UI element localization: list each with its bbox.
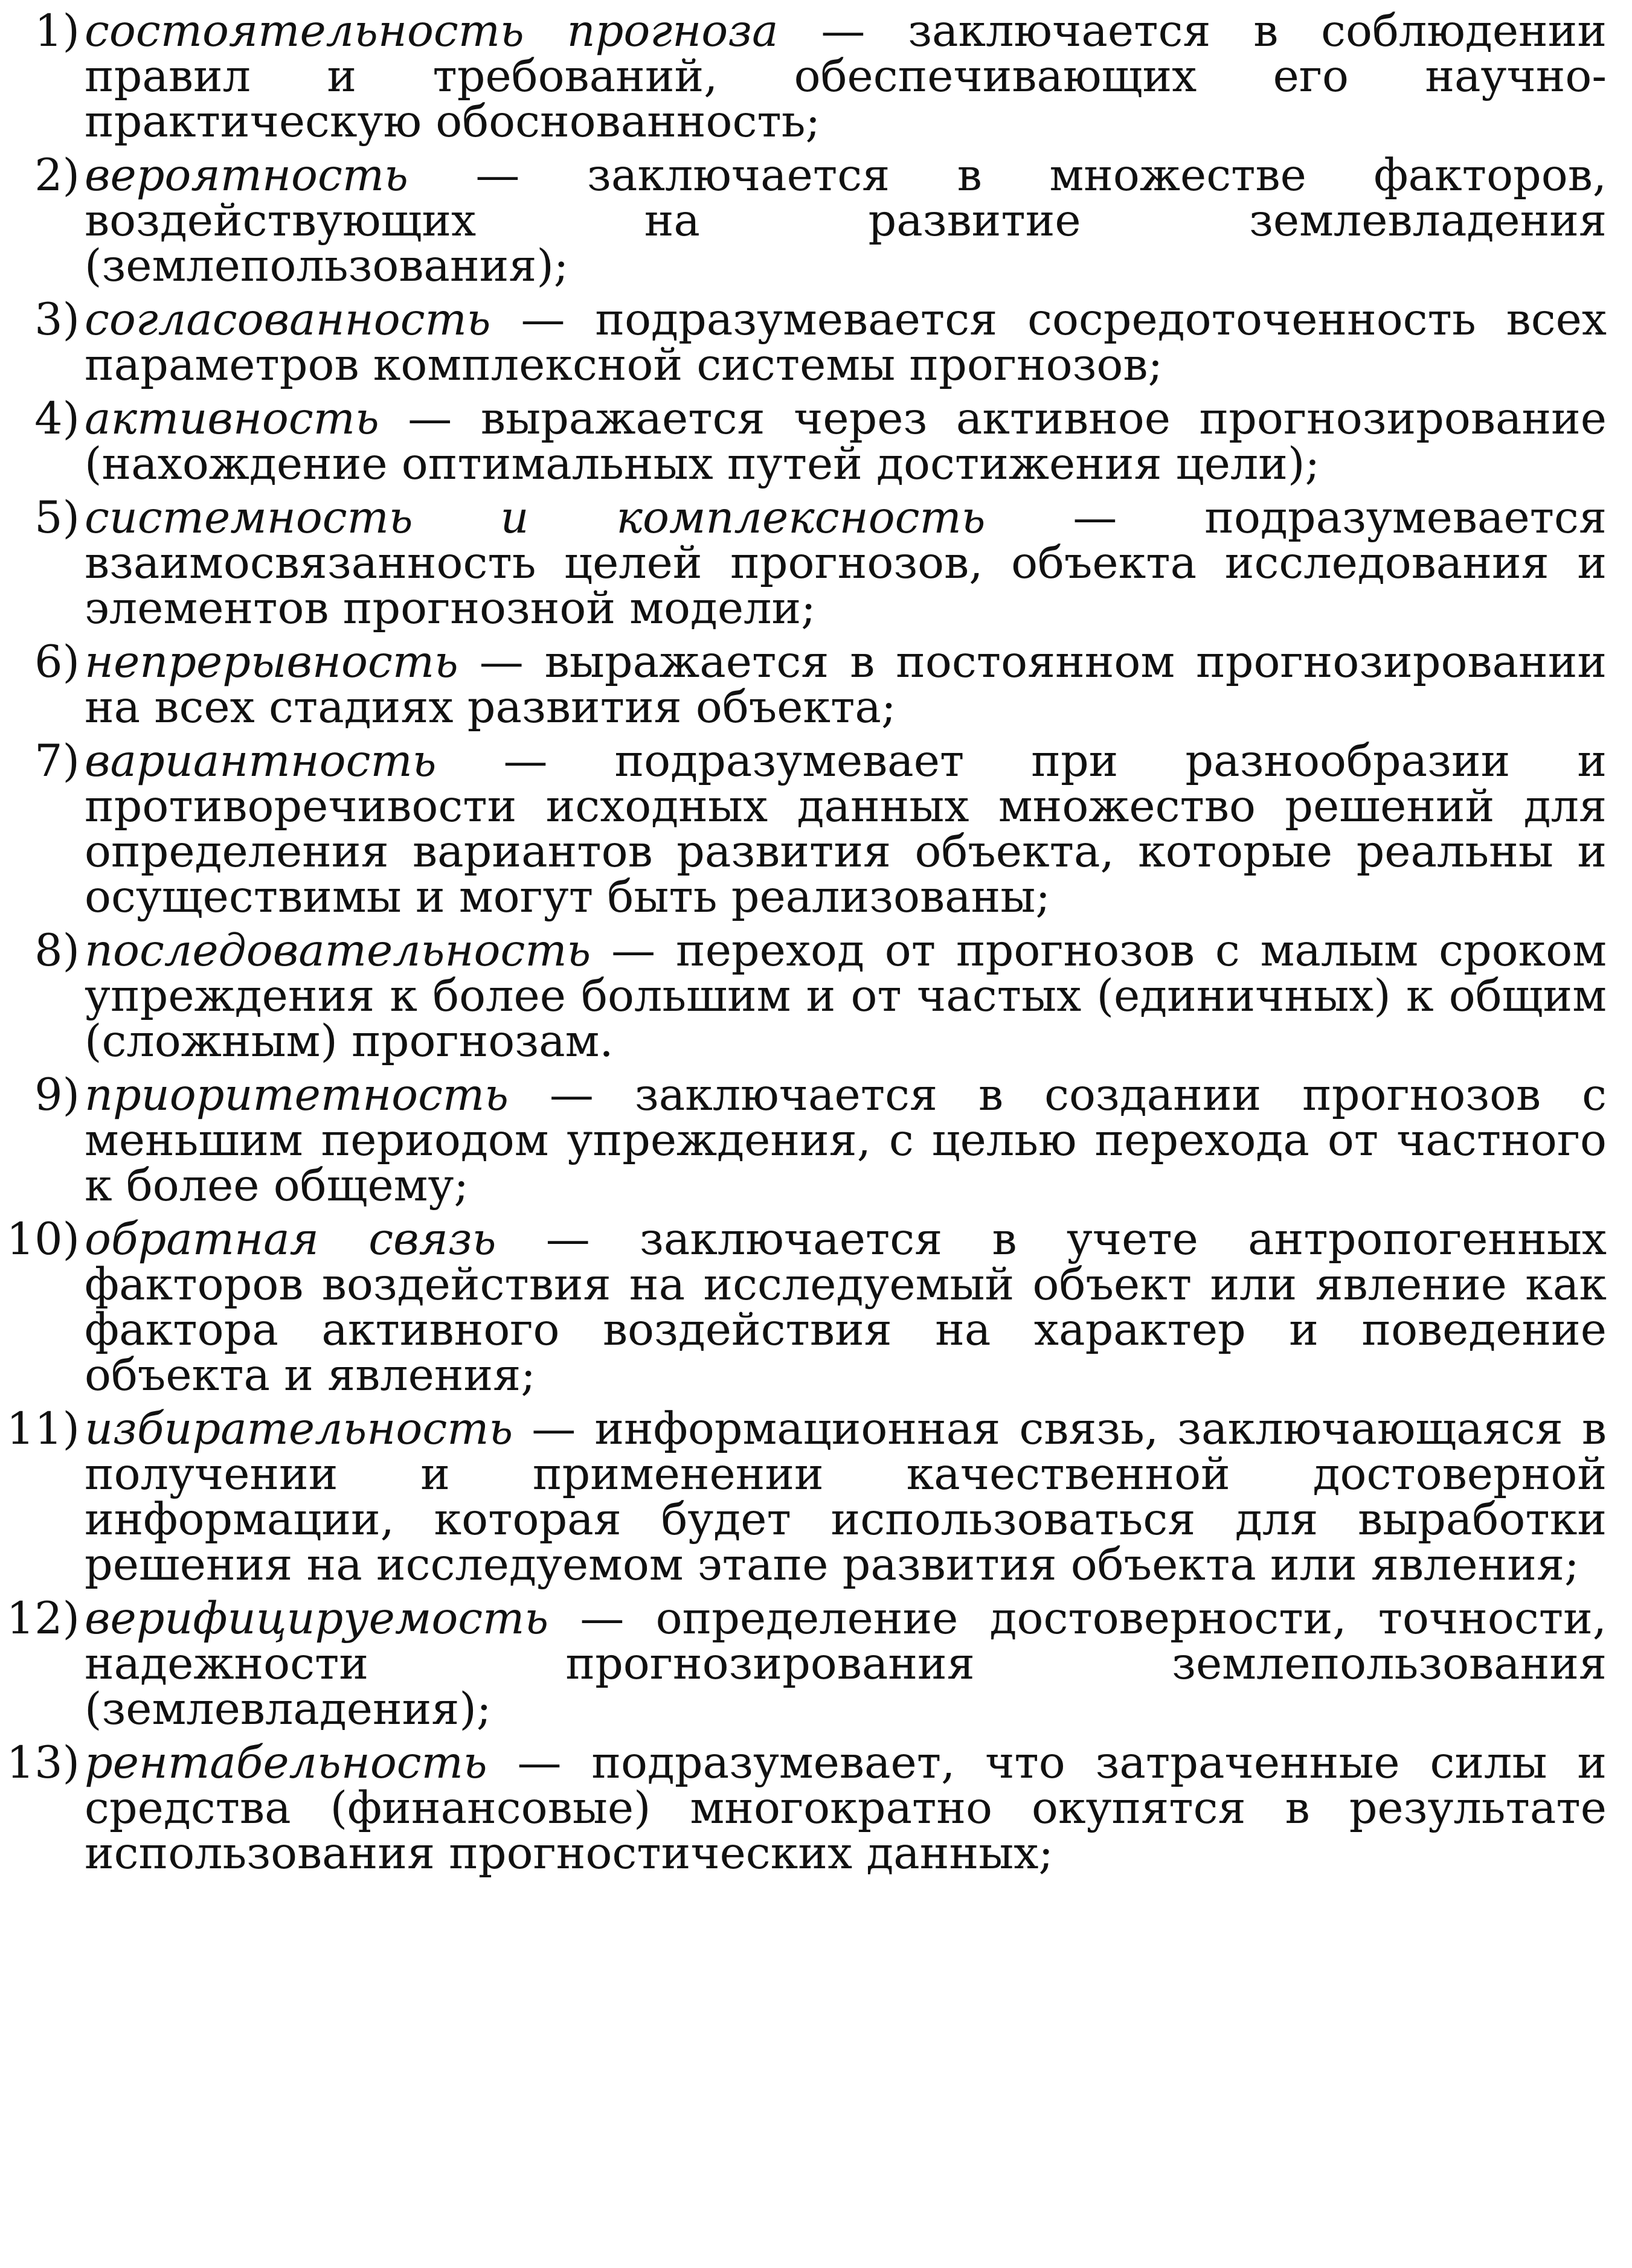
item-number: 6)	[34, 636, 80, 688]
list-item	[0, 925, 1607, 1067]
list-item	[0, 294, 1607, 391]
item-number: 13)	[6, 1737, 80, 1789]
item-number: 10)	[6, 1214, 80, 1265]
item-text: — подразумевается сосредоточенность всех параметров комплексной системы прогнозов;	[85, 294, 1607, 391]
list-item	[0, 1069, 1607, 1211]
item-term: системность и комплексность	[85, 492, 986, 543]
list-item	[0, 1214, 1607, 1401]
list-item	[0, 735, 1607, 923]
list-item	[0, 1403, 1607, 1590]
item-term: верифицируемость	[85, 1593, 549, 1644]
item-body	[85, 393, 1607, 490]
item-number: 3)	[34, 294, 80, 345]
principles-list	[0, 5, 1607, 1879]
item-term: вариантность	[85, 735, 437, 787]
item-text: — подразумевает при разнообразии и противоречивости исходных данных множество решений для определения вариантов развития объекта, которые реальны и осуществимы и могут быть реализованы;	[85, 735, 1607, 923]
item-text: — подразумевается взаимосвязанность целей прогнозов, объекта исследования и элементов прогнозной модели;	[85, 492, 1607, 634]
list-item	[0, 150, 1607, 292]
item-number: 2)	[34, 150, 80, 201]
list-item	[0, 5, 1607, 147]
item-text: — заключается в соблюдении правил и требований, обеспечивающих его научно-практическую обоснованность;	[85, 5, 1607, 147]
list-item	[0, 636, 1607, 733]
item-body	[85, 5, 1607, 147]
item-text: — информационная связь, заключающаяся в получении и применении качественной достоверной информации, которая будет использоваться для выработки решения на исследуемом этапе развития объекта или явления;	[85, 1403, 1607, 1590]
item-text: — заключается в учете антропогенных факторов воздействия на исследуемый объект или явление как фактора активного воздействия на характер и поведение объекта и явления;	[85, 1214, 1607, 1401]
item-term: согласованность	[85, 294, 491, 345]
item-body	[85, 492, 1607, 634]
item-body	[85, 925, 1607, 1067]
item-body	[85, 1069, 1607, 1211]
item-body	[85, 294, 1607, 391]
item-number: 9)	[34, 1069, 80, 1121]
item-term: последовательность	[85, 925, 591, 976]
item-text: — выражается через активное прогнозирование (нахождение оптимальных путей достижения цели);	[85, 393, 1607, 490]
item-body	[85, 636, 1607, 733]
item-term: вероятность	[85, 150, 408, 201]
item-number: 7)	[34, 735, 80, 787]
item-text: — подразумевает, что затраченные силы и средства (финансовые) многократно окупятся в результате использования прогностических данных;	[85, 1737, 1607, 1879]
item-term: активность	[85, 393, 379, 444]
list-item	[0, 393, 1607, 490]
item-body	[85, 735, 1607, 923]
item-term: непрерывность	[85, 636, 458, 688]
item-number: 4)	[34, 393, 80, 444]
item-number: 1)	[34, 5, 80, 57]
list-item	[0, 1737, 1607, 1879]
item-term: приоритетность	[85, 1069, 509, 1121]
item-term: избирательность	[85, 1403, 513, 1455]
item-text: — выражается в постоянном прогнозировании на всех стадиях развития объекта;	[85, 636, 1607, 733]
item-term: рентабельность	[85, 1737, 487, 1789]
item-body	[85, 1737, 1607, 1879]
item-number: 12)	[6, 1593, 80, 1644]
item-body	[85, 1403, 1607, 1590]
item-text: — определение достоверности, точности, надежности прогнозирования землепользования (землевладения);	[85, 1593, 1607, 1735]
item-number: 8)	[34, 925, 80, 976]
item-body	[85, 1214, 1607, 1401]
item-term: состоятельность прогноза	[85, 5, 779, 57]
list-item	[0, 1593, 1607, 1735]
item-term: обратная связь	[85, 1214, 496, 1265]
item-number: 5)	[34, 492, 80, 543]
item-body	[85, 1593, 1607, 1735]
item-text: — заключается в множестве факторов, воздействующих на развитие землевладения (землепользования);	[85, 150, 1607, 292]
item-text: — заключается в создании прогнозов с меньшим периодом упреждения, с целью перехода от частного к более общему;	[85, 1069, 1607, 1211]
item-body	[85, 150, 1607, 292]
item-number: 11)	[6, 1403, 80, 1455]
item-text: — переход от прогнозов с малым сроком упреждения к более большим и от частых (единичных) к общим (сложным) прогнозам.	[85, 925, 1607, 1067]
list-item	[0, 492, 1607, 634]
